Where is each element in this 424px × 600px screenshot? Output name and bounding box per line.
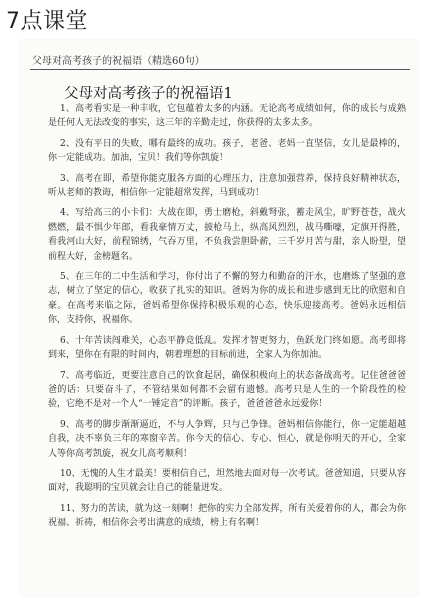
document-title: 父母对高考孩子的祝福语1	[64, 86, 233, 102]
header-divider	[30, 69, 410, 70]
paragraph: 11、努力的苦读，就为这一刻啊！把你的实力全部发挥，所有关爱着你的人，都会为你祝福、祈祷，相信你会考出满意的成绩，榜上有名啊！	[48, 503, 406, 529]
paragraph: 2、没有平日的失败，哪有最终的成功。孩子，老爸、老妈一直坚信，女儿是最棒的，你一定能成功。加油，宝贝！我们等你凯旋！	[48, 138, 406, 164]
paragraph-list	[48, 102, 406, 537]
document-scan	[20, 40, 418, 596]
paragraph: 1、高考看实是一种丰收，它包蕴着太多的内涵。无论高考成绩如何，你的成长与成熟是任何人无法改变的事实，这三年的辛勤走过，你获得的太多太多。	[48, 104, 406, 129]
paragraph: 5、在三年的二中生活和学习，你付出了不懈的努力和勤奋的汗水，也磨炼了坚强的意志，树立了坚定的信心，收获了扎实的知识。爸妈为你的成长和进步感到无比的欣慰和自豪。在高考来临之际，爸妈希望你保持积极乐观的心态，快乐迎接高考。爸妈永远相信你，支持你，祝福你。	[48, 272, 406, 326]
document-header: 父母对高考孩子的祝福语（精选60句）	[32, 56, 205, 67]
paragraph: 6、十年苦读闯难关，心态平静竞低乱。发挥才智更努力，鱼跃龙门终如愿。高考即将到来，望你在有限的时间内，朝着理想的目标前进，全家人为你加油。	[48, 335, 406, 361]
site-title: 7点课堂	[6, 9, 88, 34]
paragraph: 3、高考在即，希望你能克服各方面的心理压力，注意加强营养，保持良好精神状态，听从老师的教诲，相信你一定能超常发挥，马到成功！	[48, 173, 406, 199]
paragraph: 4、写给高三的小卡们：大战在即，勇士磨枪，斜戴弩张，蓄走风尘，旷野苍苍，战火燃燃，最不惧少年郎，看我豪情万丈，披枪马上，纵高风烈烈，战马嘶嚎，定旗开得胜，看我河山大好，前程锦绣，气吞万里，不负我尝胆卧薪，三千岁月苦与甜，亲人盼望，望前程大好，金榜题名。	[48, 208, 406, 262]
paragraph: 7、高考临近，更要注意自己的饮食起居，确保积极向上的状态备战高考。记住爸爸爸爸的话：只要奋斗了，不管结果如何都不会留有遗憾。高考只是人生的一个阶段性的检验，它绝不是对一个人“一锤定音”的评断。孩子，爸爸爸爸永远爱你！	[48, 370, 406, 410]
paragraph: 10、无愧的人生才最美！要相信自己，坦然地去面对每一次考试。爸爸知道，只要从容面对，我聪明的宝贝就会让自己的能量迸发。	[48, 468, 406, 494]
paragraph: 9、高考的脚步渐渐逼近，不与人争辉，只与己争锋。爸妈相信你能行，你一定能超越自我，决不辜负三年的寒窗辛苦。你今天的信心、专心、恒心，就是你明天的开心，全家人等你高考凯旋，祝女儿高考顺利！	[48, 419, 406, 459]
